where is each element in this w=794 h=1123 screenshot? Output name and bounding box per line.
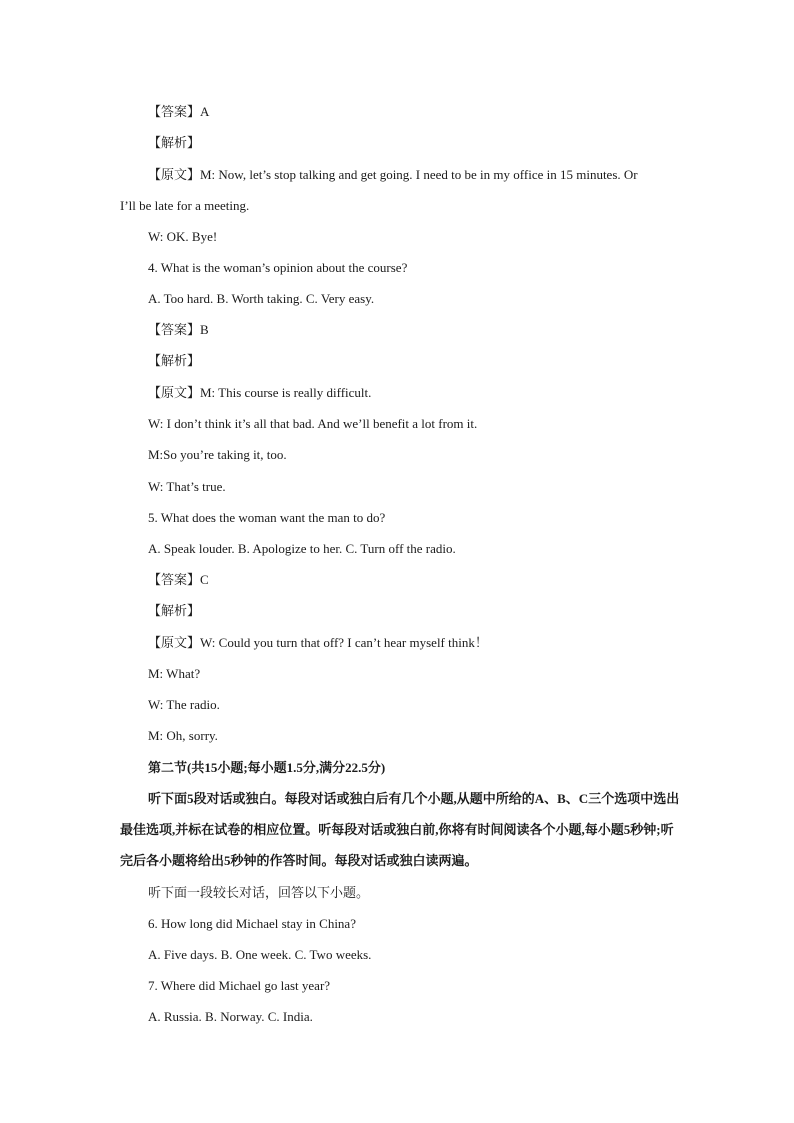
transcript-line: M: What? bbox=[148, 666, 201, 681]
transcript-line: M: Oh, sorry. bbox=[148, 728, 218, 743]
question-6-options: A. Five days. B. One week. C. Two weeks. bbox=[148, 947, 372, 962]
transcript-line-continued: I’ll be late for a meeting. bbox=[120, 198, 250, 213]
section-instructions: 听下面5段对话或独白。每段对话或独白后有几个小题,从题中所给的A、B、C三个选项中选出最佳选项,并标在试卷的相应位置。听每段对话或独白前,你将有时间阅读各个小题,每小题5秒钟;听完后各小题将给出5秒钟的作答时间。每段对话或独白读两遍。 bbox=[120, 791, 680, 868]
transcript-line: 【原文】W: Could you turn that off? I can’t hear myself think！ bbox=[148, 635, 488, 650]
analysis-label: 【解析】 bbox=[148, 353, 201, 368]
transcript-line: M:So you’re taking it, too. bbox=[148, 447, 287, 462]
answer-label: 【答案】B bbox=[148, 322, 209, 337]
question-7-options: A. Russia. B. Norway. C. India. bbox=[148, 1009, 313, 1024]
question-7: 7. Where did Michael go last year? bbox=[148, 978, 331, 993]
question-5-options: A. Speak louder. B. Apologize to her. C. Turn off the radio. bbox=[148, 541, 456, 556]
question-6: 6. How long did Michael stay in China? bbox=[148, 916, 356, 931]
question-4: 4. What is the woman’s opinion about the course? bbox=[148, 260, 408, 275]
analysis-label: 【解析】 bbox=[148, 135, 201, 150]
analysis-label: 【解析】 bbox=[148, 603, 201, 618]
question-5: 5. What does the woman want the man to do? bbox=[148, 510, 386, 525]
sub-instruction: 听下面一段较长对话，回答以下小题。 bbox=[148, 885, 370, 900]
transcript-line: 【原文】M: This course is really difficult. bbox=[148, 385, 372, 400]
section-heading: 第二节(共15小题;每小题1.5分,满分22.5分) bbox=[148, 760, 386, 775]
transcript-line: W: That’s true. bbox=[148, 479, 226, 494]
question-4-options: A. Too hard. B. Worth taking. C. Very easy. bbox=[148, 291, 375, 306]
transcript-line: W: OK. Bye! bbox=[148, 229, 218, 244]
answer-label: 【答案】A bbox=[148, 104, 210, 119]
transcript-line: W: I don’t think it’s all that bad. And we’ll benefit a lot from it. bbox=[148, 416, 478, 431]
transcript-line: W: The radio. bbox=[148, 697, 220, 712]
transcript-line: 【原文】M: Now, let’s stop talking and get going. I need to be in my office in 15 minutes. Or bbox=[148, 167, 638, 182]
answer-label: 【答案】C bbox=[148, 572, 209, 587]
